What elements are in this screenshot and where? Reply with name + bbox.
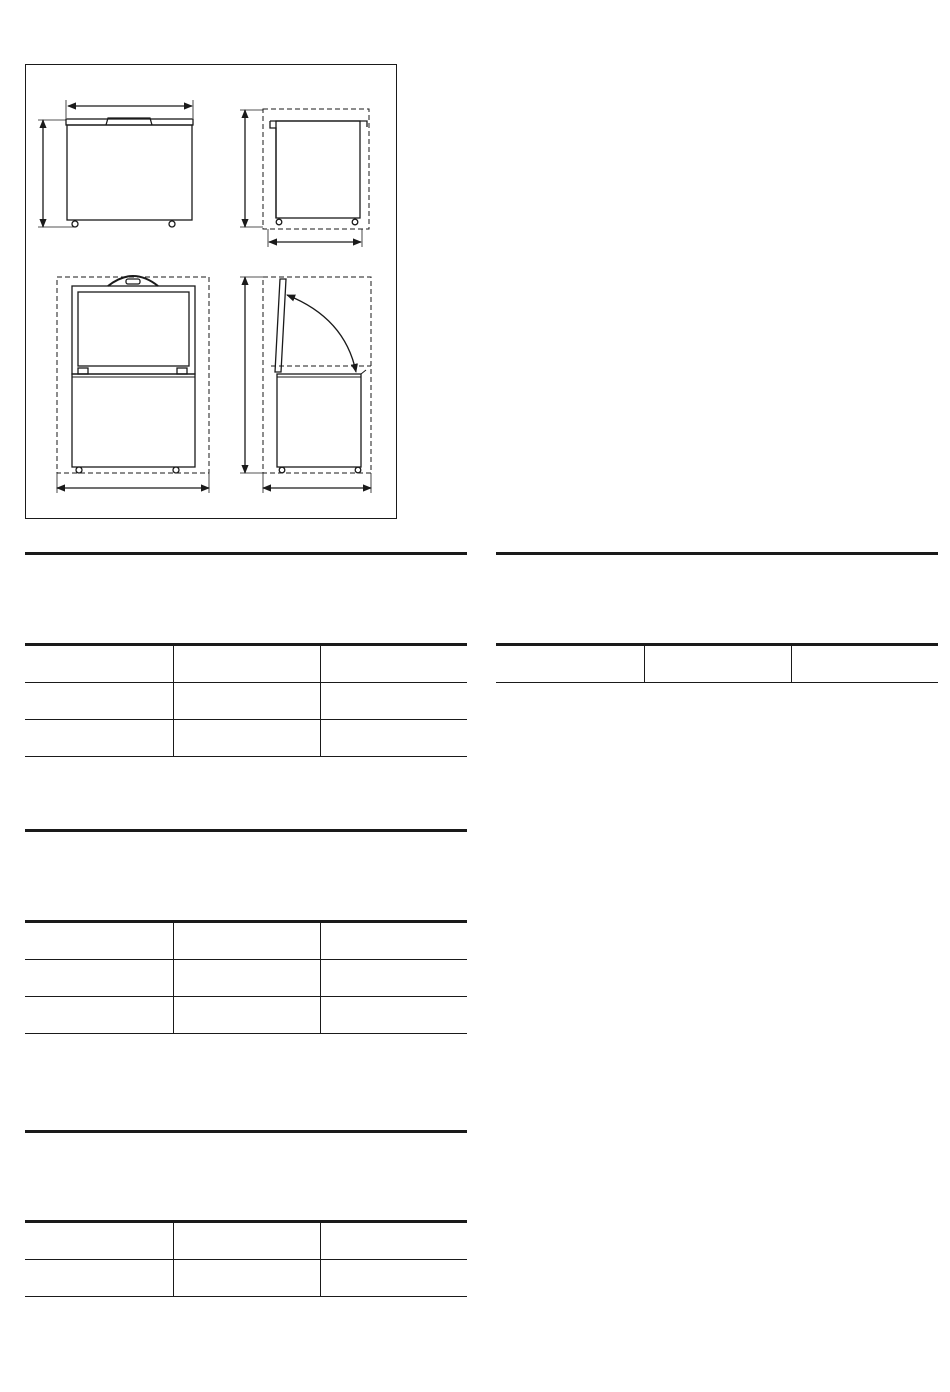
table-cell (25, 645, 173, 683)
table-row (25, 683, 467, 720)
table-row (25, 645, 467, 683)
table-cell (320, 720, 467, 757)
wheel-icon (76, 467, 82, 473)
cabinet-body (67, 125, 192, 220)
freezer-dimensions-diagram (0, 0, 950, 530)
table-cell (173, 720, 320, 757)
open-lid-outer (72, 286, 195, 374)
side-view-open (240, 277, 371, 493)
table-cell (320, 645, 467, 683)
section-2-rule (25, 829, 467, 832)
open-lid-inner (78, 292, 189, 366)
open-lid-side (275, 279, 286, 372)
wheel-icon (355, 467, 361, 473)
front-view-open (57, 276, 209, 493)
clearance-outline (57, 277, 209, 473)
section-3-table (25, 1220, 467, 1297)
table-row (496, 645, 938, 683)
wheel-icon (276, 219, 282, 225)
side-view-closed (240, 109, 369, 247)
cabinet-side-back (270, 121, 276, 218)
table-row (25, 960, 467, 997)
section-3-rule (25, 1130, 467, 1133)
wheel-icon (169, 221, 175, 227)
table-cell (173, 922, 320, 960)
table-row (25, 922, 467, 960)
table-cell (320, 960, 467, 997)
table-cell (644, 645, 791, 683)
table-cell (25, 960, 173, 997)
table-row (25, 1260, 467, 1297)
table-cell (173, 997, 320, 1034)
table-cell (320, 1260, 467, 1297)
table-row (25, 720, 467, 757)
table-cell (173, 1260, 320, 1297)
table-cell (320, 683, 467, 720)
table-row (25, 1222, 467, 1260)
cabinet-side (276, 121, 360, 218)
lid-outline (66, 119, 193, 125)
wheel-icon (352, 219, 358, 225)
hinge-icon (78, 368, 88, 374)
wheel-icon (279, 467, 285, 473)
section-1-rule (25, 552, 467, 555)
table-cell (173, 1222, 320, 1260)
table-cell (320, 1222, 467, 1260)
front-view-closed (38, 100, 193, 227)
table-cell (320, 997, 467, 1034)
table-cell (25, 1222, 173, 1260)
table-cell (25, 922, 173, 960)
clearance-outline (263, 109, 369, 229)
cabinet-body (72, 374, 195, 467)
table-cell (25, 683, 173, 720)
table-cell (173, 960, 320, 997)
table-cell (496, 645, 644, 683)
table-cell (25, 997, 173, 1034)
table-cell (791, 645, 938, 683)
table-cell (173, 645, 320, 683)
section-4-table (496, 643, 938, 683)
clearance-outline (263, 277, 371, 473)
table-cell (25, 720, 173, 757)
wheel-icon (72, 221, 78, 227)
table-cell (173, 683, 320, 720)
section-1-table (25, 643, 467, 757)
cabinet-side (277, 374, 361, 467)
lid-opening-angle-arrow (287, 295, 356, 372)
section-2-table (25, 920, 467, 1034)
wheel-icon (173, 467, 179, 473)
table-cell (320, 922, 467, 960)
table-row (25, 997, 467, 1034)
hinge-icon (177, 368, 187, 374)
section-4-rule (496, 552, 938, 555)
lid-front-edge (360, 121, 367, 127)
table-cell (25, 1260, 173, 1297)
